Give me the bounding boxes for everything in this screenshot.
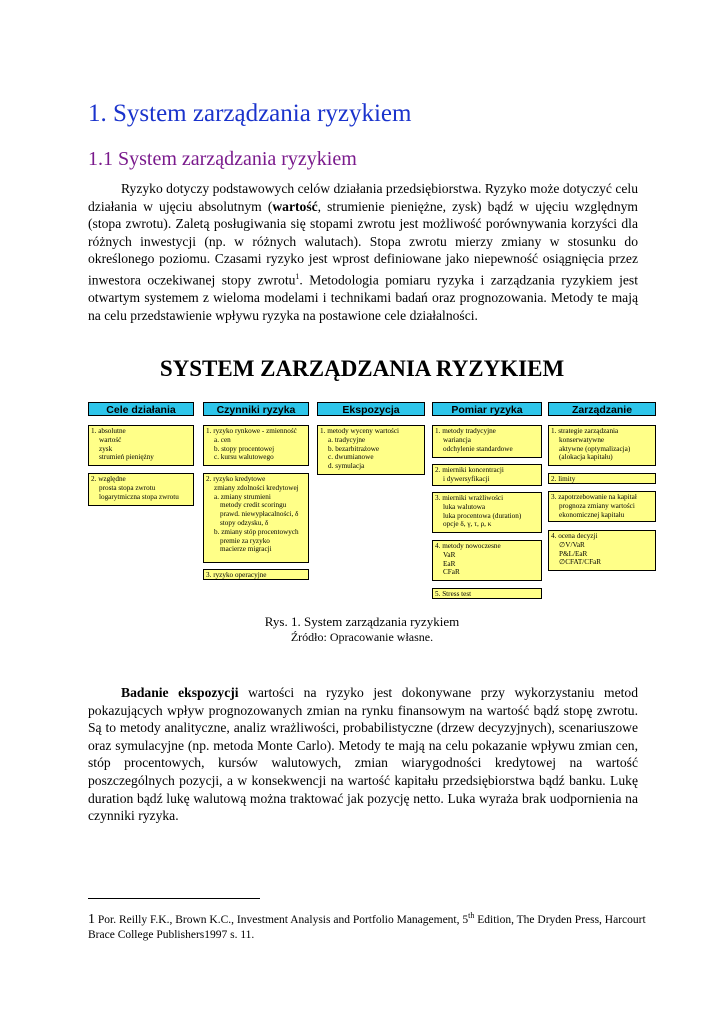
exposure-paragraph: Badanie ekspozycji wartości na ryzyko jest dokonywane przy wykorzystaniu metod pokazujących wpływ prognozowanych zmian na rynku finansowym na wartość bądź stopę zwrotu. Są to metody analityczne, analiz wrażliwości, probabilistyczne (drzew decyzyjnych), scenariuszowe oraz symulacyjne (np. metoda Monte Carlo). Metody te mają na celu pokazanie wpływu zmian cen, stóp procentowych, kursów walutowych, zmian wiarygodności kredytowej na wartość poszczególnych pozycji, a w konsekwencji na wartość kapitału przedsiębiorstwa bądź banku. Lukę duration bądź lukę walutową można traktować jak pozycję netto. Luka wyraża brak uodpornienia na czynniki ryzyka. xyxy=(88,685,638,824)
box-capital-requirement: 3. zapotrzebowanie na kapitał prognoza zmiany wartości ekonomicznej kapitału xyxy=(548,491,656,522)
box-decision-evaluation: 4. ocena decyzji ∅V/VaR P&L/EaR ∅CFAT/CFaR xyxy=(548,530,656,571)
figure-source: Źródło: Opracowanie własne. xyxy=(290,630,434,644)
box-management-strategies: 1. strategie zarządzania konserwatywne aktywne (optymalizacja) (alokacja kapitału) xyxy=(548,425,656,466)
box-concentration-measures: 2. mierniki koncentracji i dywersyfikacji xyxy=(432,464,542,486)
footnote: 1 Por. Reilly F.K., Brown K.C., Investment Analysis and Portfolio Management, 5th Edition, The Dryden Press, Harcourt Brace College Publishers1997 s. 11. xyxy=(88,911,646,941)
column-header-management: Zarządzanie xyxy=(548,402,656,416)
box-stress-test: 5. Stress test xyxy=(432,588,542,599)
box-credit-risk: 2. ryzyko kredytowe zmiany zdolności kredytowej a. zmiany strumieni metody credit scoringu prawd. niewypłacalności, δ stopy odzysku, δ b. zmiany stóp procentowych premie za ryzyko macierze migracji xyxy=(203,473,309,563)
box-traditional-methods: 1. metody tradycyjne wariancja odchylenie standardowe xyxy=(432,425,542,458)
intro-paragraph: Ryzyko dotyczy podstawowych celów działania przedsiębiorstwa. Ryzyko może dotyczyć celu działania w ujęciu absolutnym (wartość, strumienie pieniężne, zysk) bądź w ujęciu względnym (stopa zwrotu). Zaletą posługiwania się stopami zwrotu jest możliwość porównywania korzyści dla różnych inwestycji (np. w różnych walutach). Stopa zwrotu mierzy zmiany w stosunku do określonego poziomu. Czasami ryzyko jest wprost definiowane jako niepewność osiągnięcia przez inwestora oczekiwanej stopy zwrotu$^1$. Metodologia pomiaru ryzyka i zarządzania ryzykiem jest otwartym systemem z wieloma modelami i technikami badań oraz prognozowania. Metody te mają na celu przedstawienie wpływu ryzyka na postawione cele działalności. xyxy=(88,181,638,323)
section-heading: 1.1 System zarządzania ryzykiem xyxy=(88,148,357,170)
box-valuation-methods: 1. metody wyceny wartości a. tradycyjne b. bezarbitrażowe c. dwumianowe d. symulacja xyxy=(317,425,425,475)
box-relative-goals: 2. względne prosta stopa zwrotu logarytmiczna stopa zwrotu xyxy=(88,473,194,506)
footnote-separator xyxy=(88,898,260,899)
column-header-risk-factors: Czynniki ryzyka xyxy=(203,402,309,416)
diagram-title: SYSTEM ZARZĄDZANIA RYZYKIEM xyxy=(159,356,565,381)
box-market-risk: 1. ryzyko rynkowe - zmienność a. cen b. stopy procentowej c. kursu walutowego xyxy=(203,425,309,466)
column-header-goals: Cele działania xyxy=(88,402,194,416)
chapter-heading: 1. System zarządzania ryzykiem xyxy=(88,100,412,127)
box-limits: 2. limity xyxy=(548,473,656,484)
box-modern-methods: 4. metody nowoczesne VaR EaR CFaR xyxy=(432,540,542,581)
box-absolute-goals: 1. absolutne wartość zysk strumień pieniężny xyxy=(88,425,194,466)
figure-caption: Rys. 1. System zarządzania ryzykiem xyxy=(264,614,460,629)
column-header-measurement: Pomiar ryzyka xyxy=(432,402,542,416)
box-sensitivity-measures: 3. mierniki wrażliwości luka walutowa luka procentowa (duration) opcje δ, γ, τ, ρ, κ xyxy=(432,492,542,533)
column-header-exposure: Ekspozycja xyxy=(317,402,425,416)
footnote-ref[interactable]: 1 xyxy=(295,271,300,281)
box-operational-risk: 3. ryzyko operacyjne xyxy=(203,569,309,580)
